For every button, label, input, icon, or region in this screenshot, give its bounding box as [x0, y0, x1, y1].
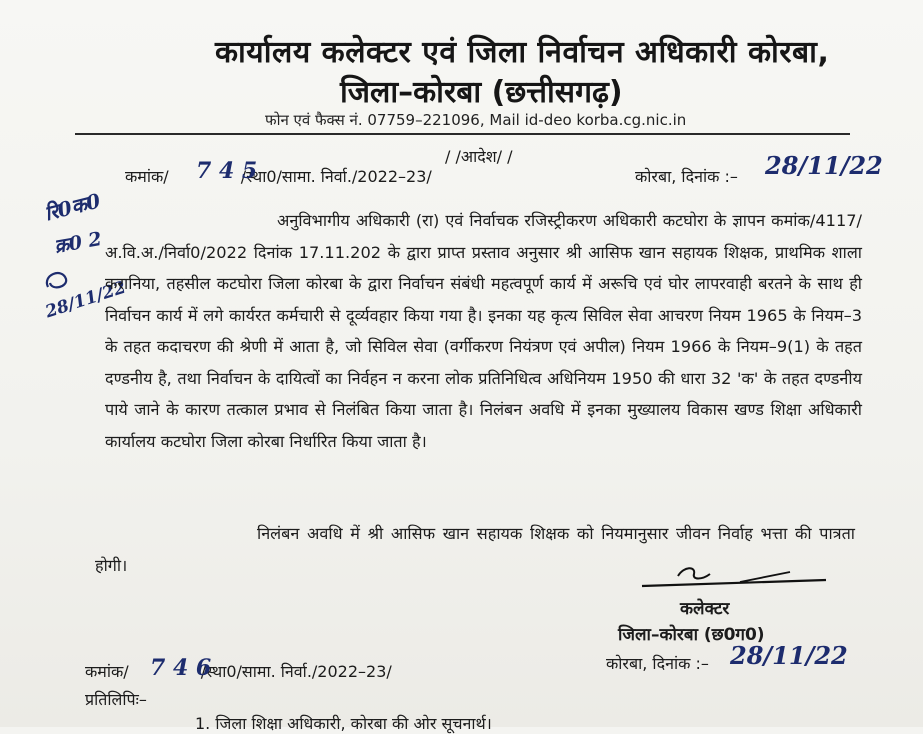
margin-note-line1: रि0क0 [42, 188, 103, 226]
office-title-line1: कार्यालय कलेक्टर एवं जिला निर्वाचन अधिकारी कोरबा, [215, 35, 830, 70]
margin-note-line3: 28/11/22 [42, 277, 129, 323]
handwritten-reference-number-2: 7 4 6 [150, 655, 212, 681]
margin-note-line2: क्र0 2 [52, 228, 104, 258]
copy-to-item-1: 1. जिला शिक्षा अधिकारी, कोरबा की ओर सूचनार्थ। [195, 714, 492, 733]
reference-prefix: कमांक/ [125, 167, 169, 186]
date-label-2: कोरबा, दिनांक :– [606, 654, 709, 673]
date-label-1: कोरबा, दिनांक :– [635, 167, 738, 186]
signatory-designation: कलेक्टर [680, 599, 730, 619]
handwritten-date-2: 28/11/22 [730, 641, 848, 670]
header-divider [75, 133, 850, 135]
signatory-district: जिला–कोरबा (छ0ग0) [618, 625, 765, 645]
handwritten-reference-number-1: 7 4 5 [196, 158, 258, 184]
signature-icon [640, 560, 830, 590]
office-title-line2: जिला–कोरबा (छत्तीसगढ़) [340, 75, 623, 110]
reference-suffix: /स्था0/सामा. निर्वा./2022–23/ [200, 662, 392, 681]
margin-loop-icon [40, 265, 80, 295]
body-paragraph-1: अनुविभागीय अधिकारी (रा) एवं निर्वाचक रजिस्ट्रीकरण अधिकारी कटघोरा के ज्ञापन कमांक/4117/अ.वि.अ./निर्वा0/2022 दिनांक 17.11.202 के द्वारा प्राप्त प्रस्ताव अनुसार श्री आसिफ खान सहायक शिक्षक, प्राथमिक शाला करानिया, तहसील कटघोरा जिला कोरबा के द्वारा निर्वाचन संबंधी महत्वपूर्ण कार्य में अरूचि एवं घोर लापरवाही बरतने के साथ ही निर्वाचन कार्य में लगे कार्यरत कर्मचारी से दूर्व्यवहार किया गया है। इनका यह कृत्य सिविल सेवा आचरण नियम 1965 के नियम–3 के तहत कदाचरण की श्रेणी में आता है, जो सिविल सेवा (वर्गीकरण नियंत्रण एवं अपील) नियम 1966 के नियम–9(1) के तहत दण्डनीय है, तथा निर्वाचन के दायित्वों का निर्वहन न करना लोक प्रतिनिधित्व अधिनियम 1950 की धारा 32 'क' के तहत दण्डनीय पाये जाने के कारण तत्काल प्रभाव से निलंबित किया जाता है। निलंबन अवधि में इनका मुख्यालय विकास खण्ड शिक्षा अधिकारी कार्यालय कटघोरा जिला कोरबा निर्धारित किया जाता है। [105, 211, 862, 451]
reference-prefix: कमांक/ [85, 662, 129, 681]
body-paragraph-2: निलंबन अवधि में श्री आसिफ खान सहायक शिक्षक को नियमानुसार जीवन निर्वाह भत्ता की पात्रता होगी। [95, 524, 855, 575]
contact-line: फोन एवं फैक्स नं. 07759–221096, Mail id-deo korba.cg.nic.in [265, 111, 687, 129]
reference-suffix: /स्था0/सामा. निर्वा./2022–23/ [240, 167, 432, 186]
reference-number-2 [85, 660, 392, 682]
order-title: / /आदेश/ / [445, 147, 513, 166]
handwritten-date-1: 28/11/22 [765, 151, 883, 180]
reference-number-1 [125, 165, 432, 187]
copy-to-label: प्रतिलिपिः– [85, 690, 147, 709]
